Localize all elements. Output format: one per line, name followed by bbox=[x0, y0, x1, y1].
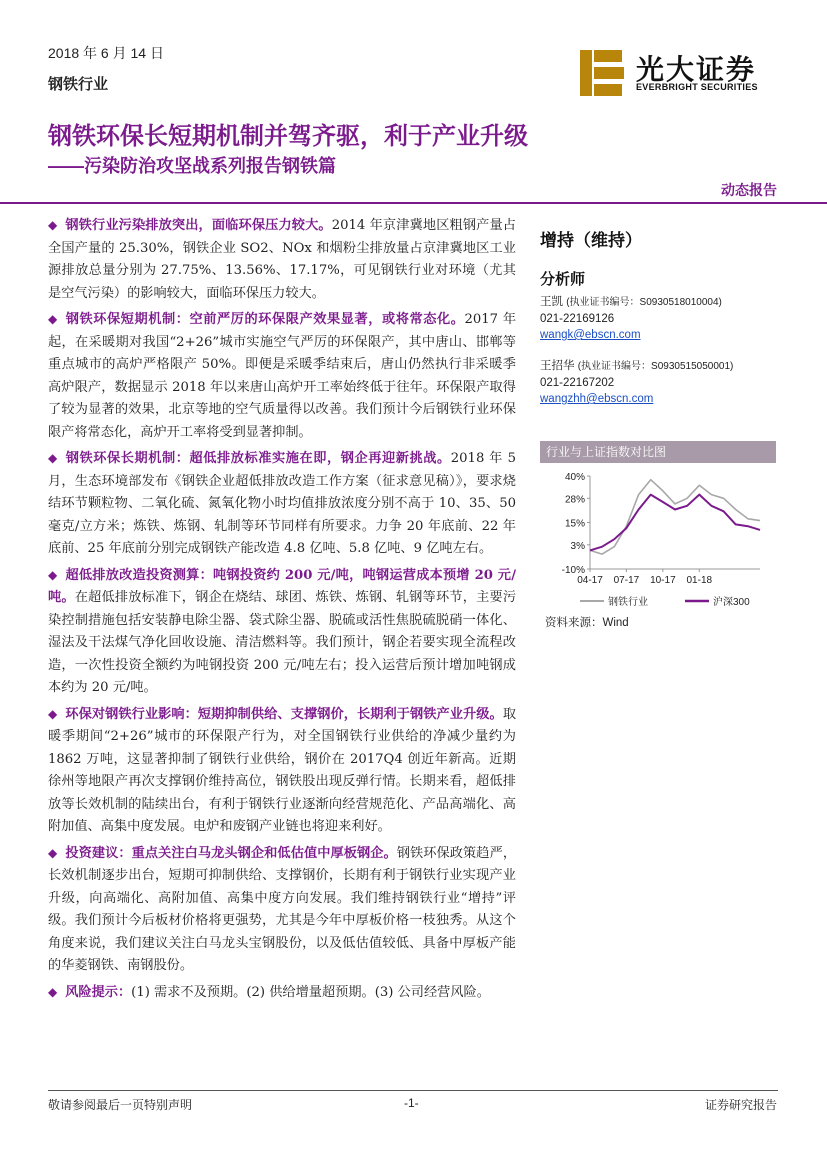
paragraph-highlight: 风险提示： bbox=[65, 984, 132, 1000]
analyst-email-link[interactable]: wangzhh@ebscn.com bbox=[540, 393, 654, 405]
analyst-block bbox=[540, 358, 790, 407]
paragraph-highlight: 钢铁环保短期机制：空前严厉的环保限产效果显著，或将常态化。 bbox=[65, 312, 465, 327]
summary-paragraph bbox=[48, 214, 516, 305]
summary-paragraph bbox=[48, 981, 516, 1005]
diamond-bullet-icon: ◆ bbox=[48, 845, 58, 860]
rating: 增持（维持） bbox=[540, 231, 642, 250]
paragraph-text: 2014 年京津冀地区粗钢产量占全国产量的 25.30%，钢铁企业 SO2、NOx 和烟粉尘排放量占京津冀地区工业源排放总量分别为 27.75%、13.56%、17.17%，可见钢铁行业对环境（尤其是空气污染）的影响较大，面临环保压力较大。 bbox=[48, 218, 516, 301]
chart-title: 行业与上证指数对比图 bbox=[540, 441, 776, 463]
analyst-name: 王招华 bbox=[540, 360, 575, 372]
paragraph-highlight: 投资建议：重点关注白马龙头钢企和低估值中厚板钢企。 bbox=[65, 845, 397, 861]
paragraph-highlight: 环保对钢铁行业影响：短期抑制供给、支撑钢价，长期利于钢铁产业升级。 bbox=[65, 706, 503, 722]
industry-label: 钢铁行业 bbox=[48, 76, 109, 93]
page-number: -1- bbox=[404, 1096, 419, 1110]
y-tick-label: 15% bbox=[564, 518, 585, 530]
summary-paragraph bbox=[48, 447, 516, 561]
paragraph-highlight: 钢铁行业污染排放突出，面临环保压力较大。 bbox=[65, 218, 332, 233]
x-tick-label: 10-17 bbox=[650, 575, 676, 586]
report-date: 2018 年 6 月 14 日 bbox=[48, 45, 164, 61]
paragraph-text: (1) 需求不及预期。(2) 供给增量超预期。(3) 公司经营风险。 bbox=[131, 984, 490, 1000]
analyst-block bbox=[540, 294, 790, 343]
paragraph-text: 2018 年 5 月，生态环境部发布《钢铁企业超低排放改造工作方案（征求意见稿）》，要求烧结环节颗粒物、二氧化硫、氮氧化物小时均值排放浓度分别不高于 10、35、50 毫克/立方米；炼铁、炼钢、轧制等环节同样有所要求。力争 20 年底前、22 年底前、25 年底前分别完成钢铁产能改造 4.8 亿吨、5.8 亿吨、9 亿吨左右。 bbox=[48, 451, 516, 556]
paragraph-text: 在超低排放标准下，钢企在烧结、球团、炼铁、炼钢、轧钢等环节，主要污染控制措施包括安装静电除尘器、袋式除尘器、脱硫或活性焦脱硫脱硝一体化、湿法及干法煤气净化回收设施、清洁燃料等。我们预计，钢企若要实现全流程改造，一次性投资全额约为吨钢投资 200 元/吨左右；投入运营后预计增加吨钢成本约为 20 元/吨。 bbox=[48, 590, 517, 695]
summary-paragraph bbox=[48, 842, 516, 978]
summary-paragraph bbox=[48, 564, 516, 700]
comparison-chart bbox=[540, 466, 776, 616]
x-tick-label: 04-17 bbox=[577, 575, 603, 586]
analyst-name: 王凯 bbox=[540, 296, 563, 308]
logo-mark-icon bbox=[578, 48, 628, 98]
analyst-heading: 分析师 bbox=[540, 271, 586, 288]
diamond-bullet-icon: ◆ bbox=[48, 567, 58, 582]
x-tick-label: 07-17 bbox=[613, 575, 640, 586]
y-tick-label: 3% bbox=[570, 540, 585, 552]
analyst-phone: 021-22169126 bbox=[540, 313, 615, 325]
summary-paragraph bbox=[48, 308, 516, 444]
chart-source: 资料来源：Wind bbox=[545, 617, 629, 629]
paragraph-text: 2017 年起，在采暖期对我国“2+26”城市实施空气严厉的环保限产，其中唐山、邯郸等重点城市的高炉严格限产 50%。即便是采暖季结束后，唐山仍然执行非采暖季高炉限产，数据显示 2018 年以来唐山高炉开工率始终低于往年。环保限产取得了较为显著的效果，北京等地的空气质量得以改善。我们预计今后钢铁行业环保限产将常态化，高炉开工率将受到显著抑制。 bbox=[48, 312, 517, 440]
y-tick-label: -10% bbox=[561, 565, 585, 576]
analyst-license: (执业证书编号：S0930515050001) bbox=[577, 361, 734, 372]
y-tick-label: 28% bbox=[564, 494, 585, 506]
legend-label-hs300: 沪深300 bbox=[713, 597, 750, 608]
footer-divider bbox=[48, 1090, 778, 1091]
logo-text-cn: 光大证券 bbox=[636, 54, 757, 85]
summary-body bbox=[48, 214, 516, 1007]
header-divider bbox=[0, 202, 827, 204]
diamond-bullet-icon: ◆ bbox=[48, 312, 58, 326]
x-tick-label: 01-18 bbox=[686, 575, 713, 586]
analyst-license: (执业证书编号：S0930518010004) bbox=[566, 297, 722, 308]
diamond-bullet-icon: ◆ bbox=[48, 451, 58, 465]
diamond-bullet-icon: ◆ bbox=[48, 984, 58, 999]
diamond-bullet-icon: ◆ bbox=[48, 218, 58, 232]
company-logo bbox=[578, 48, 778, 98]
paragraph-highlight: 超低排放改造投资测算：吨钢投资约 200 元/吨，吨钢运营成本预增 20 元/吨。 bbox=[48, 567, 517, 605]
paragraph-text: 取暖季期间“2+26”城市的环保限产行为，对全国钢铁行业供给的净减少量约为 1862 万吨，这显著抑制了钢铁行业供给，钢价在 2017Q4 创近年新高。近期徐州等地限产再次支撑钢价维持高位，钢铁股出现反弹行情。长期来看，超低排放等长效机制的陆续出台，有利于钢铁行业逐渐向经营规范化、产品高端化、高附加值、高集中度发展。电炉和废钢产业链也将迎来利好。 bbox=[48, 706, 517, 834]
legend-label-steel: 钢铁行业 bbox=[608, 597, 648, 608]
report-type: 动态报告 bbox=[721, 182, 777, 198]
summary-paragraph bbox=[48, 703, 516, 839]
analyst-email-link[interactable]: wangk@ebscn.com bbox=[540, 329, 641, 341]
footer-report-label: 证券研究报告 bbox=[704, 1098, 777, 1112]
y-tick-label: 40% bbox=[564, 472, 585, 483]
series-line-steel bbox=[590, 480, 760, 554]
report-subtitle: ——污染防治攻坚战系列报告钢铁篇 bbox=[48, 156, 336, 176]
diamond-bullet-icon: ◆ bbox=[48, 706, 58, 721]
report-title: 钢铁环保长短期机制并驾齐驱，利于产业升级 bbox=[48, 123, 528, 150]
paragraph-text: 钢铁环保政策趋严，长效机制逐步出台，短期可抑制供给、支撑钢价，长期有利于钢铁行业实现产业升级，向高端化、高附加值、高集中度方向发展。我们维持钢铁行业“增持”评级。我们预计今后板材价格将更强势，尤其是今年中厚板价格一枝独秀。从这个角度来说，我们建议关注白马龙头宝钢股份，以及低估值较低、具备中厚板产能的华菱钢铁、南钢股份。 bbox=[48, 845, 517, 973]
paragraph-highlight: 钢铁环保长期机制：超低排放标准实施在即，钢企再迎新挑战。 bbox=[65, 451, 451, 466]
analyst-phone: 021-22167202 bbox=[540, 377, 615, 389]
logo-text-en: EVERBRIGHT SECURITIES bbox=[636, 82, 758, 92]
footer-disclaimer: 敬请参阅最后一页特别声明 bbox=[48, 1098, 193, 1112]
